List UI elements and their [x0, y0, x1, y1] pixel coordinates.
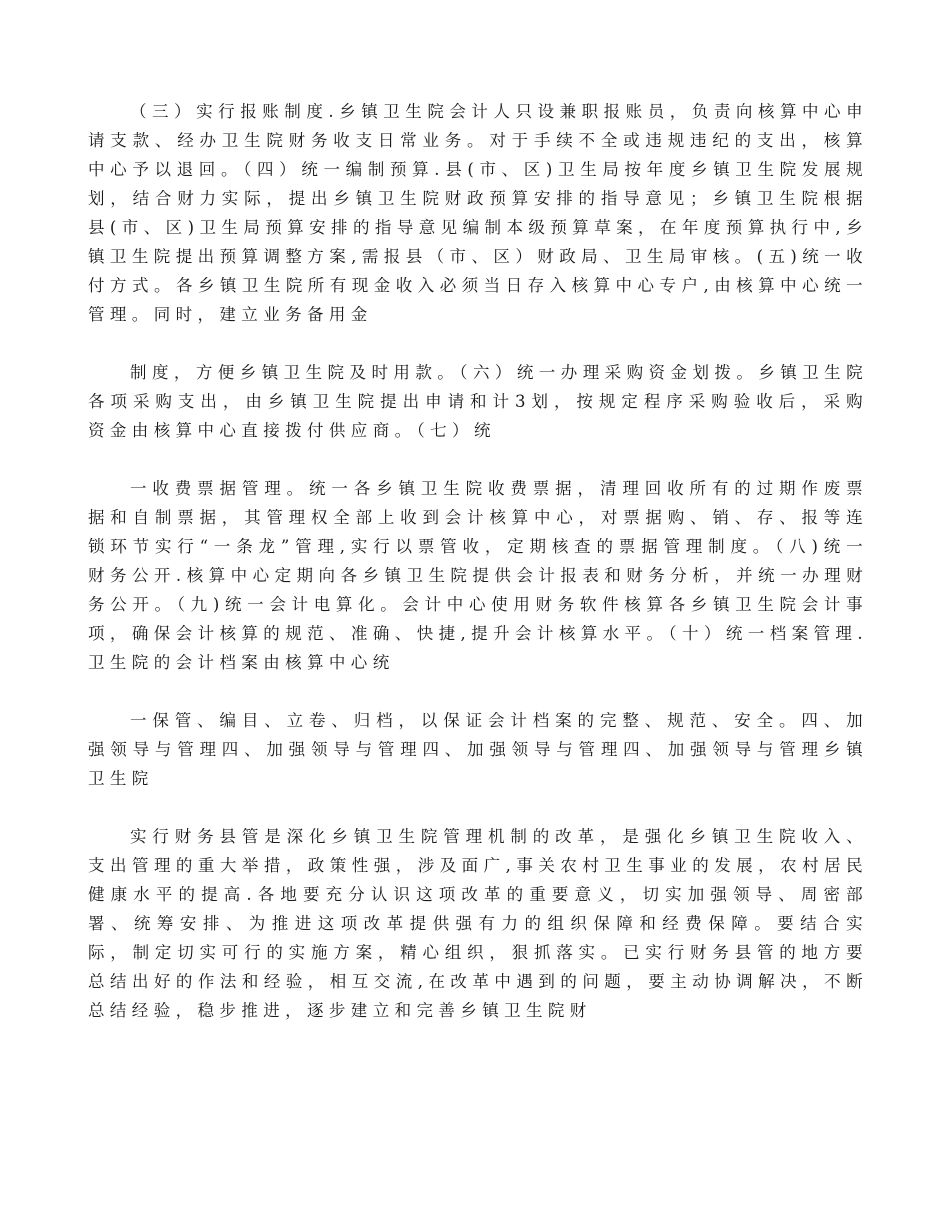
document-body	[88, 97, 868, 1025]
paragraph-4: 一保管、编目、立卷、归档，以保证会计档案的完整、规范、安全。四、加强领导与管理四、加强领导与管理四、加强领导与管理四、加强领导与管理乡镇卫生院	[88, 711, 868, 788]
paragraph-5: 实行财务县管是深化乡镇卫生院管理机制的改革，是强化乡镇卫生院收入、支出管理的重大举措，政策性强，涉及面广,事关农村卫生事业的发展，农村居民健康水平的提高.各地要充分认识这项改革的重要意义，切实加强领导、周密部署、统筹安排、为推进这项改革提供强有力的组织保障和经费保障。要结合实际，制定切实可行的实施方案，精心组织，狠抓落实。已实行财务县管的地方要总结出好的作法和经验，相互交流,在改革中遇到的问题，要主动协调解决，不断总结经验，稳步推进，逐步建立和完善乡镇卫生院财	[88, 827, 868, 1020]
paragraph-1: （三）实行报账制度.乡镇卫生院会计人只设兼职报账员，负责向核算中心申请支款、经办卫生院财务收支日常业务。对于手续不全或违规违纪的支出，核算中心予以退回。（四）统一编制预算.县(市、区)卫生局按年度乡镇卫生院发展规划，结合财力实际，提出乡镇卫生院财政预算安排的指导意见；乡镇卫生院根据县(市、区)卫生局预算安排的指导意见编制本级预算草案，在年度预算执行中,乡镇卫生院提出预算调整方案,需报县（市、区）财政局、卫生局审核。(五)统一收付方式。各乡镇卫生院所有现金收入必须当日存入核算中心专户,由核算中心统一管理。同时，建立业务备用金	[88, 102, 868, 324]
paragraph-2: 制度，方便乡镇卫生院及时用款。（六）统一办理采购资金划拨。乡镇卫生院各项采购支出，由乡镇卫生院提出申请和计3划，按规定程序采购验收后，采购资金由核算中心直接拨付供应商。（七）统	[88, 363, 868, 440]
paragraph-3: 一收费票据管理。统一各乡镇卫生院收费票据，清理回收所有的过期作废票据和自制票据，其管理权全部上收到会计核算中心，对票据购、销、存、报等连锁环节实行“一条龙”管理,实行以票管收，定期核查的票据管理制度。（八)统一财务公开.核算中心定期向各乡镇卫生院提供会计报表和财务分析，并统一办理财务公开。（九)统一会计电算化。会计中心使用财务软件核算各乡镇卫生院会计事项，确保会计核算的规范、准确、快捷,提升会计核算水平。（十）统一档案管理.卫生院的会计档案由核算中心统	[88, 479, 868, 672]
